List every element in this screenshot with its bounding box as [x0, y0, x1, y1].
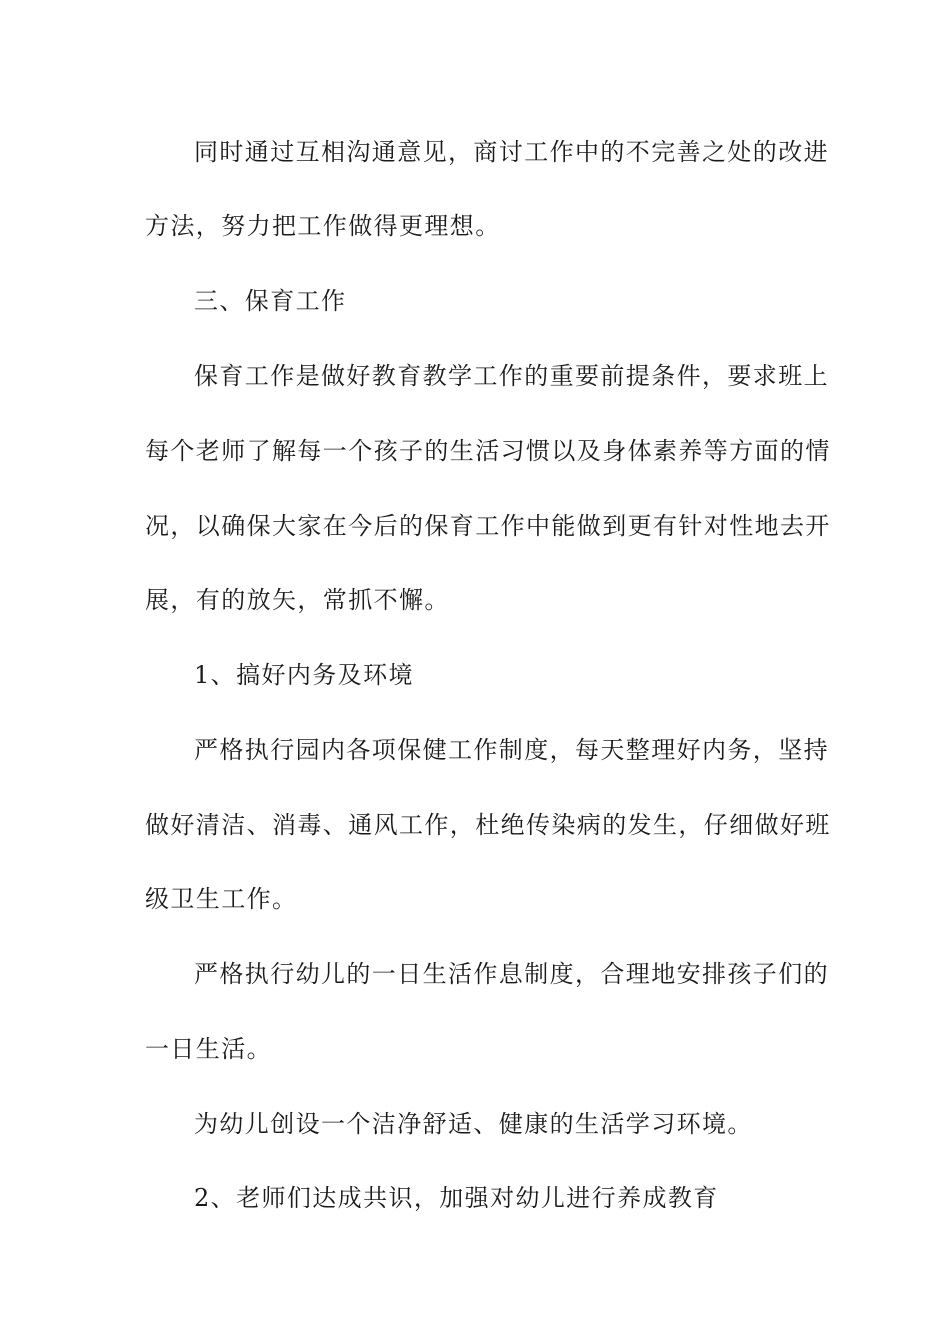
- paragraph-line: 况，以确保大家在今后的保育工作中能做到更有针对性地去开: [145, 512, 831, 540]
- paragraph-line: 展，有的放矢，常抓不懈。: [145, 586, 450, 614]
- paragraph-line: 严格执行园内各项保健工作制度，每天整理好内务，坚持: [194, 736, 829, 764]
- paragraph-line: 为幼儿创设一个洁净舒适、健康的生活学习环境。: [194, 1110, 753, 1138]
- paragraph-line: 方法，努力把工作做得更理想。: [145, 212, 501, 240]
- paragraph-line: 级卫生工作。: [145, 885, 298, 913]
- subsection-heading: 2、老师们达成共识，加强对幼儿进行养成教育: [194, 1184, 719, 1212]
- paragraph-line: 每个老师了解每一个孩子的生活习惯以及身体素养等方面的情: [145, 437, 831, 465]
- paragraph-line: 同时通过互相沟通意见，商讨工作中的不完善之处的改进: [194, 138, 829, 166]
- subsection-heading: 1、搞好内务及环境: [194, 661, 414, 689]
- paragraph-line: 一日生活。: [145, 1035, 272, 1063]
- paragraph-line: 严格执行幼儿的一日生活作息制度，合理地安排孩子们的: [194, 960, 829, 988]
- section-heading: 三、保育工作: [194, 287, 347, 315]
- paragraph-line: 保育工作是做好教育教学工作的重要前提条件，要求班上: [194, 362, 829, 390]
- paragraph-line: 做好清洁、消毒、通风工作，杜绝传染病的发生，仔细做好班: [145, 811, 831, 839]
